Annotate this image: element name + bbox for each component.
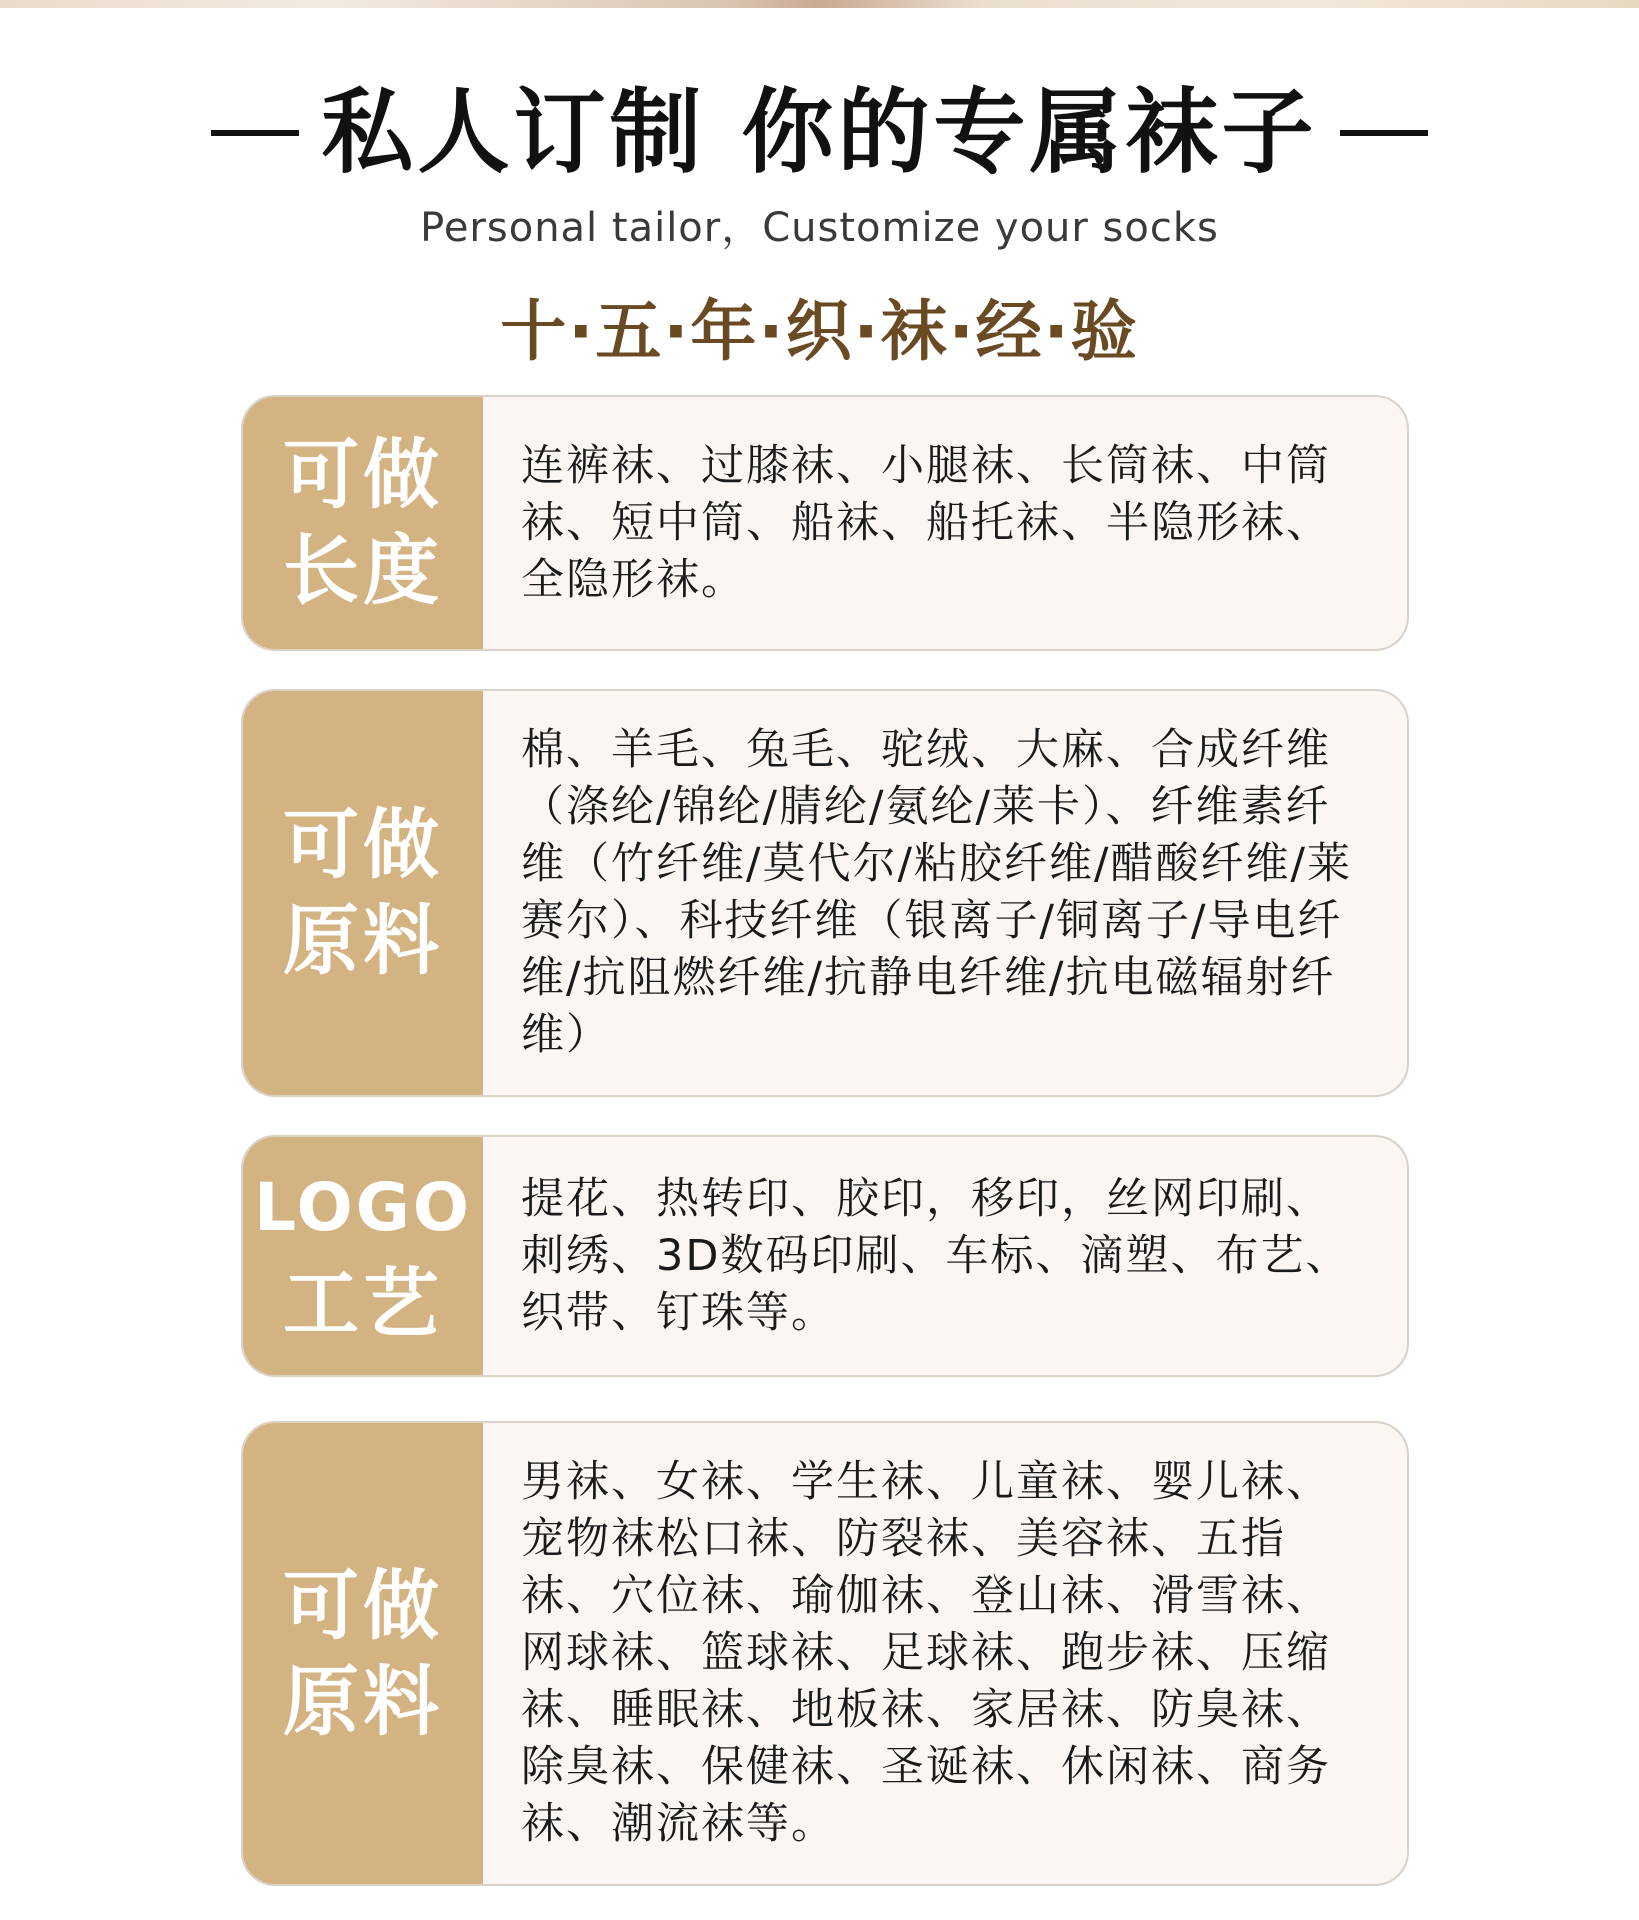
card-label-line: 工艺 — [283, 1259, 443, 1348]
card-body — [521, 1423, 1373, 1884]
card-description: 男袜、女袜、学生袜、儿童袜、婴儿袜、宠物袜松口袜、防裂袜、美容袜、五指袜、穴位袜、瑜伽袜、登山袜、滑雪袜、网球袜、篮球袜、足球袜、跑步袜、压缩袜、睡眠袜、地板袜、家居袜、防臭袜、除臭袜、保健袜、圣诞袜、休闲袜、商务袜、潮流袜等。 — [521, 1457, 1331, 1849]
card-label-panel — [243, 1423, 483, 1884]
top-photo-strip — [0, 0, 1639, 8]
card-label-line: 原料 — [283, 896, 443, 985]
page-title — [0, 78, 1639, 188]
experience-tagline: 十·五·年·织·袜·经·验 — [500, 293, 1139, 370]
card-label-panel — [243, 691, 483, 1095]
feature-card-lengths — [241, 395, 1409, 651]
title-right-dash — [1340, 130, 1428, 136]
title-left-dash — [211, 130, 299, 136]
card-body — [521, 1137, 1373, 1375]
feature-card-logo-craft — [241, 1135, 1409, 1377]
card-label-line: 可做 — [283, 430, 443, 519]
card-body — [521, 397, 1373, 649]
card-label-line: LOGO — [253, 1169, 473, 1246]
page-subtitle: Personal tailor，Customize your socks — [420, 205, 1219, 251]
card-label-line: 可做 — [283, 1560, 443, 1650]
card-description: 提花、热转印、胶印，移印，丝网印刷、刺绣、3D数码印刷、车标、滴塑、布艺、织带、钉珠等。 — [521, 1173, 1351, 1338]
feature-card-sock-types — [241, 1421, 1409, 1886]
card-label-line: 原料 — [283, 1656, 443, 1746]
card-label-panel — [243, 1137, 483, 1375]
card-label-panel — [243, 397, 483, 649]
card-label-line: 可做 — [283, 800, 443, 889]
card-label-line: 长度 — [283, 526, 443, 615]
page-title-text: 私人订制 你的专属袜子 — [321, 79, 1318, 186]
card-description: 棉、羊毛、兔毛、驼绒、大麻、合成纤维（涤纶/锦纶/腈纶/氨纶/莱卡）、纤维素纤维（竹纤维/莫代尔/粘胶纤维/醋酸纤维/莱赛尔）、科技纤维（银离子/铜离子/导电纤维/抗阻燃纤维/抗静电纤维/抗电磁辐射纤维） — [521, 725, 1352, 1060]
feature-card-materials — [241, 689, 1409, 1097]
card-description: 连裤袜、过膝袜、小腿袜、长筒袜、中筒袜、短中筒、船袜、船托袜、半隐形袜、全隐形袜。 — [521, 440, 1331, 605]
card-body — [521, 691, 1373, 1095]
